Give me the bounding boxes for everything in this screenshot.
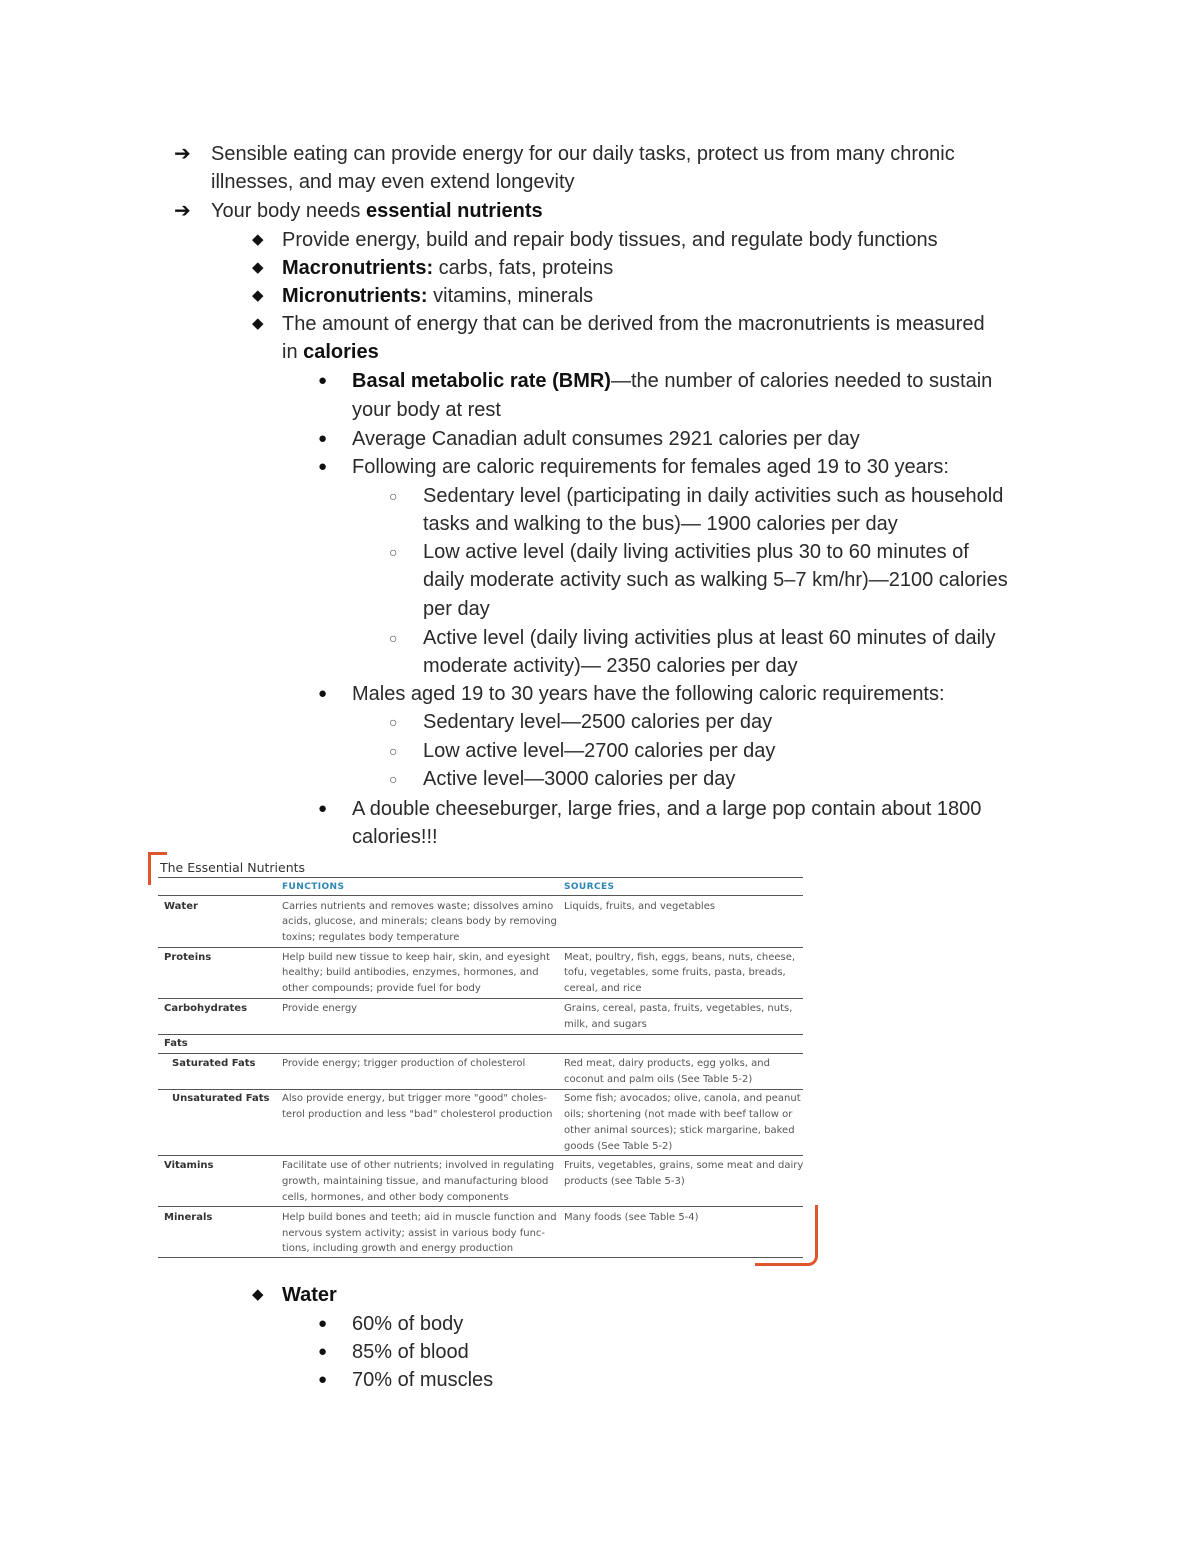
row-label: Saturated Fats: [172, 1058, 256, 1069]
circle-bullet-icon: ○: [389, 488, 398, 504]
text-line: [282, 1281, 337, 1310]
table-cell: Liquids, fruits, and vegetables: [564, 901, 716, 912]
row-label: Water: [164, 901, 198, 912]
text-line: A double cheeseburger, large fries, and a large pop contain about 1800: [352, 798, 982, 820]
text-line: Active level (daily living activities plus at least 60 minutes of daily: [423, 627, 996, 649]
table-cell: Provide energy: [282, 1003, 358, 1014]
text-line: 70% of muscles: [352, 1369, 494, 1391]
table-cell: terol production and less "bad" cholesterol production: [282, 1109, 553, 1120]
text-line: Sensible eating can provide energy for our daily tasks, protect us from many chronic: [211, 143, 955, 165]
text-span: vitamins, minerals: [427, 285, 594, 307]
dot-bullet-icon: ●: [318, 1315, 328, 1332]
table-rule: [158, 895, 803, 896]
bold-term: Micronutrients:: [282, 285, 428, 307]
table-rule: [158, 877, 803, 878]
essential-nutrients-table: [148, 852, 820, 1270]
table-cell: cereal, and rice: [564, 983, 642, 994]
table-cell: Red meat, dairy products, egg yolks, and: [564, 1058, 770, 1069]
table-cell: Provide energy; trigger production of cholesterol: [282, 1058, 526, 1069]
text-line: Sedentary level—2500 calories per day: [423, 711, 773, 733]
table-cell: growth, maintaining tissue, and manufacturing blood: [282, 1176, 549, 1187]
bold-term: Water: [282, 1284, 337, 1306]
table-rule: [158, 998, 803, 999]
text-line: your body at rest: [352, 399, 501, 421]
bold-term: calories: [303, 341, 379, 363]
text-line: calories!!!: [352, 826, 438, 848]
table-cell: tofu, vegetables, some fruits, pasta, breads,: [564, 967, 786, 978]
text-line: tasks and walking to the bus)— 1900 calories per day: [423, 513, 898, 535]
text-line: Provide energy, build and repair body tissues, and regulate body functions: [282, 229, 938, 251]
diamond-bullet-icon: ◆: [252, 259, 264, 276]
table-cell: Help build new tissue to keep hair, skin, and eyesight: [282, 952, 550, 963]
table-rule: [158, 947, 803, 948]
table-cell: Fruits, vegetables, grains, some meat and dairy: [564, 1160, 804, 1171]
table-cell: Facilitate use of other nutrients; involved in regulating: [282, 1160, 555, 1171]
table-cell: Meat, poultry, fish, eggs, beans, nuts, cheese,: [564, 952, 796, 963]
column-header-functions: FUNCTIONS: [282, 882, 345, 892]
table-cell: acids, glucose, and minerals; cleans body by removing: [282, 916, 557, 927]
text-line: Active level—3000 calories per day: [423, 768, 736, 790]
row-label: Unsaturated Fats: [172, 1093, 270, 1104]
table-cell: other animal sources); stick margarine, baked: [564, 1125, 795, 1136]
table-cell: products (see Table 5-3): [564, 1176, 685, 1187]
table-rule: [158, 1257, 803, 1258]
table-cell: goods (See Table 5-2): [564, 1141, 673, 1152]
text-span: in: [282, 341, 304, 363]
table-cell: coconut and palm oils (See Table 5-2): [564, 1074, 753, 1085]
table-rule: [158, 1089, 803, 1090]
dot-bullet-icon: ●: [318, 458, 328, 475]
table-rule: [158, 1206, 803, 1207]
dot-bullet-icon: ●: [318, 1371, 328, 1388]
table-rule: [158, 1053, 803, 1054]
table-cell: Help build bones and teeth; aid in muscle function and: [282, 1212, 557, 1223]
text-span: —the number of calories needed to sustain: [610, 370, 993, 392]
text-line: illnesses, and may even extend longevity: [211, 171, 575, 193]
column-header-sources: SOURCES: [564, 882, 615, 892]
table-cell: oils; shortening (not made with beef tallow or: [564, 1109, 793, 1120]
text-line: Males aged 19 to 30 years have the following caloric requirements:: [352, 683, 945, 705]
dot-bullet-icon: ●: [318, 1343, 328, 1360]
bold-term: essential nutrients: [365, 200, 543, 222]
table-cell: Some fish; avocados; olive, canola, and peanut: [564, 1093, 801, 1104]
text-line: The amount of energy that can be derived from the macronutrients is measured: [282, 313, 985, 335]
text-line: per day: [423, 598, 490, 620]
text-line: Sedentary level (participating in daily activities such as household: [423, 485, 1004, 507]
dot-bullet-icon: ●: [318, 372, 328, 389]
row-label: Fats: [164, 1038, 188, 1049]
circle-bullet-icon: ○: [389, 714, 398, 730]
table-cell: Carries nutrients and removes waste; dissolves amino: [282, 901, 554, 912]
text-line: 85% of blood: [352, 1341, 469, 1363]
text-span: carbs, fats, proteins: [433, 257, 614, 279]
table-cell: tions, including growth and energy production: [282, 1243, 514, 1254]
dot-bullet-icon: ●: [318, 685, 328, 702]
text-line: Following are caloric requirements for females aged 19 to 30 years:: [352, 456, 949, 478]
circle-bullet-icon: ○: [389, 630, 398, 646]
row-label: Minerals: [164, 1212, 213, 1223]
arrow-bullet-icon: ➔: [174, 143, 191, 165]
table-cell: Also provide energy, but trigger more "good" choles-: [282, 1093, 547, 1104]
text-line: Average Canadian adult consumes 2921 calories per day: [352, 428, 860, 450]
diamond-bullet-icon: ◆: [252, 315, 264, 332]
diamond-bullet-icon: ◆: [252, 287, 264, 304]
row-label: Carbohydrates: [164, 1003, 248, 1014]
text-line: [282, 254, 613, 283]
table-title: The Essential Nutrients: [160, 860, 306, 875]
text-line: daily moderate activity such as walking 5–7 km/hr)—2100 calories: [423, 569, 1008, 591]
circle-bullet-icon: ○: [389, 743, 398, 759]
bold-term: Macronutrients:: [282, 257, 434, 279]
dot-bullet-icon: ●: [318, 800, 328, 817]
text-line: Low active level—2700 calories per day: [423, 740, 776, 762]
text-line: moderate activity)— 2350 calories per day: [423, 655, 798, 677]
circle-bullet-icon: ○: [389, 544, 398, 560]
circle-bullet-icon: ○: [389, 771, 398, 787]
diamond-bullet-icon: ◆: [252, 231, 264, 248]
text-line: [211, 197, 543, 226]
table-cell: cells, hormones, and other body components: [282, 1192, 509, 1203]
text-line: [352, 367, 992, 396]
table-cell: milk, and sugars: [564, 1019, 647, 1030]
table-cell: nervous system activity; assist in various body func-: [282, 1228, 546, 1239]
text-line: 60% of body: [352, 1313, 464, 1335]
table-cell: other compounds; provide fuel for body: [282, 983, 481, 994]
bold-term: Basal metabolic rate (BMR): [352, 370, 611, 392]
row-label: Vitamins: [164, 1160, 214, 1171]
table-cell: healthy; build antibodies, enzymes, hormones, and: [282, 967, 539, 978]
text-line: Low active level (daily living activities plus 30 to 60 minutes of: [423, 541, 969, 563]
table-rule: [158, 1155, 803, 1156]
table-cell: toxins; regulates body temperature: [282, 932, 460, 943]
table-rule: [158, 1034, 803, 1035]
arrow-bullet-icon: ➔: [174, 200, 191, 222]
diamond-bullet-icon: ◆: [252, 1286, 264, 1303]
table-cell: Grains, cereal, pasta, fruits, vegetables, nuts,: [564, 1003, 793, 1014]
text-line: [282, 282, 593, 311]
dot-bullet-icon: ●: [318, 430, 328, 447]
row-label: Proteins: [164, 952, 212, 963]
table-cell: Many foods (see Table 5-4): [564, 1212, 699, 1223]
text-span: Your body needs: [211, 200, 366, 222]
text-line: [282, 338, 379, 367]
